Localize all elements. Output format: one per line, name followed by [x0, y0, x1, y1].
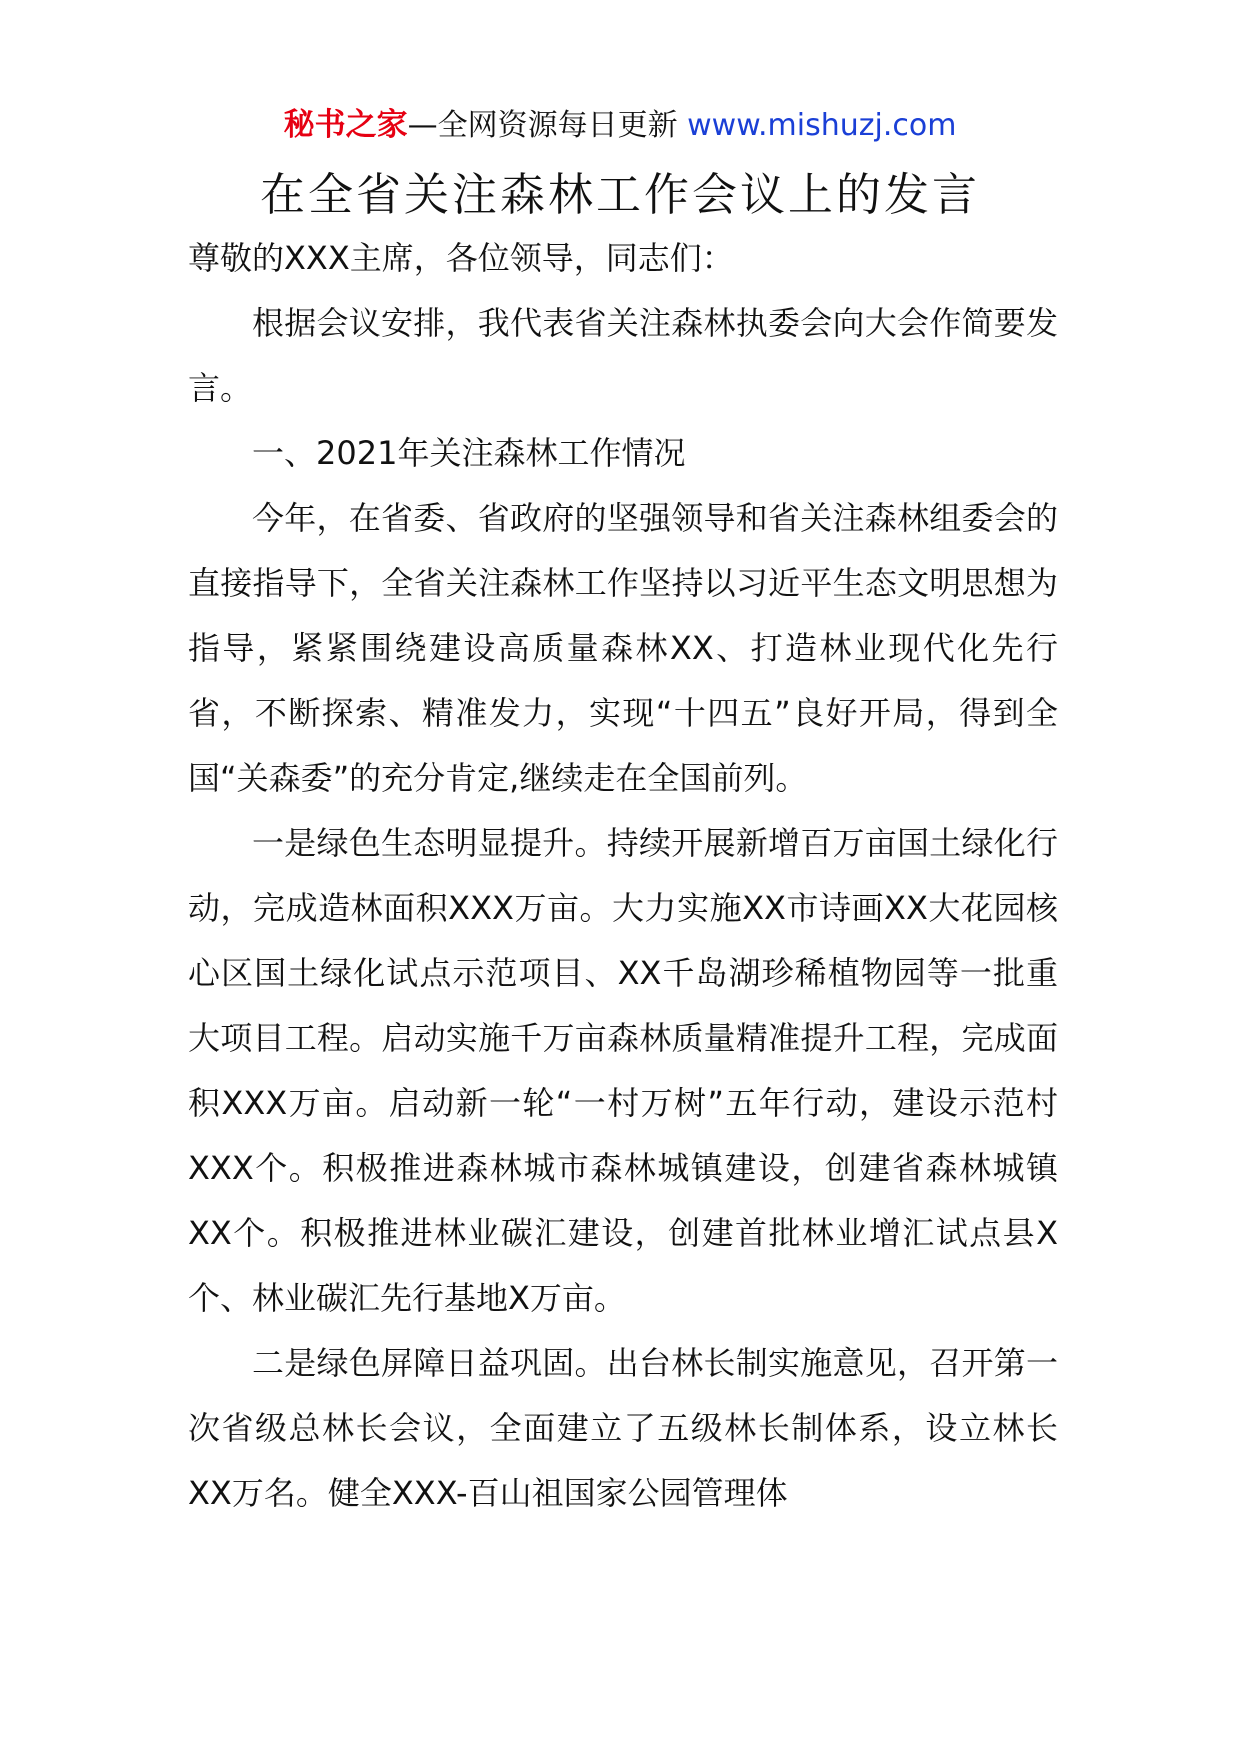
banner-tagline: —全网资源每日更新: [407, 108, 688, 143]
paragraph-green-barrier: 二是绿色屏障日益巩固。出台林长制实施意见，召开第一次省级总林长会议，全面建立了五级林长制体系，设立林长XX万名。健全XXX-百山祖国家公园管理体: [188, 1344, 1058, 1512]
site-banner: [0, 103, 1240, 148]
salutation: 尊敬的XXX主席，各位领导，同志们：: [188, 239, 734, 277]
site-url-link[interactable]: www.mishuzj.com: [687, 108, 957, 143]
paragraph-green-ecology: 一是绿色生态明显提升。持续开展新增百万亩国土绿化行动，完成造林面积XXX万亩。大力实施XX市诗画XX大花园核心区国土绿化试点示范项目、XX千岛湖珍稀植物园等一批重大项目工程。启动实施千万亩森林质量精准提升工程，完成面积XXX万亩。启动新一轮“一村万树”五年行动，建设示范村XXX个。积极推进森林城市森林城镇建设，创建省森林城镇XX个。积极推进林业碳汇建设，创建首批林业增汇试点县X个、林业碳汇先行基地X万亩。: [188, 824, 1058, 1317]
document-title: 在全省关注森林工作会议上的发言: [259, 168, 980, 221]
brand-name: 秘书之家: [283, 107, 408, 143]
section-heading: 一、2021年关注森林工作情况: [252, 434, 686, 472]
paragraph-overview: 今年，在省委、省政府的坚强领导和省关注森林组委会的直接指导下，全省关注森林工作坚持以习近平生态文明思想为指导，紧紧围绕建设高质量森林XX、打造林业现代化先行省，不断探索、精准发力，实现“十四五”良好开局，得到全国“关森委”的充分肯定,继续走在全国前列。: [188, 499, 1058, 797]
paragraph-intro: 根据会议安排，我代表省关注森林执委会向大会作简要发言。: [188, 304, 1058, 407]
document-body: [188, 226, 1058, 1526]
